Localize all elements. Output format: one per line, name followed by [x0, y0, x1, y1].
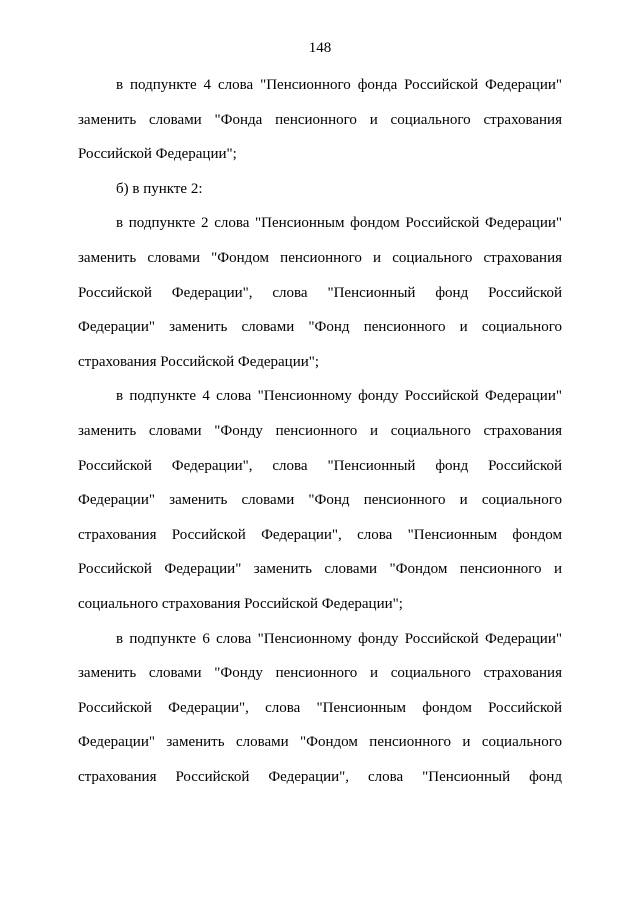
paragraph-subitem-6-pension-fund: в подпункте 6 слова "Пенсионному фонду Российской Федерации" заменить словами "Фонду пенсионного и социального страхования Российской Федерации", слова "Пенсионным фондом Российской Федерации" заменить словами "Фондом пенсионного и социального страхования Российской Федерации", слова "Пенсионный фонд: [78, 630, 562, 785]
paragraph-subitem-4-pension-fund: в подпункте 4 слова "Пенсионного фонда Российской Федерации" заменить словами "Фонда пенсионного и социального страхования Российской Федерации";: [78, 77, 562, 163]
page-number: 148: [308, 40, 332, 56]
paragraph-item-b-point-2: б) в пункте 2:: [116, 180, 203, 197]
paragraph-subitem-2-pension-fund: в подпункте 2 слова "Пенсионным фондом Российской Федерации" заменить словами "Фондом пенсионного и социального страхования Российской Федерации", слова "Пенсионный фонд Российской Федерации" заменить словами "Фонд пенсионного и социального страхования Российской Федерации";: [78, 215, 562, 370]
document-body: [78, 68, 562, 794]
paragraph-subitem-4-pension-fund-second: в подпункте 4 слова "Пенсионному фонду Российской Федерации" заменить словами "Фонду пенсионного и социального страхования Российской Федерации", слова "Пенсионный фонд Российской Федерации" заменить словами "Фонд пенсионного и социального страхования Российской Федерации", слова "Пенсионным фондом Российской Федерации" заменить словами "Фондом пенсионного и социального страхования Российской Федерации";: [78, 388, 562, 612]
